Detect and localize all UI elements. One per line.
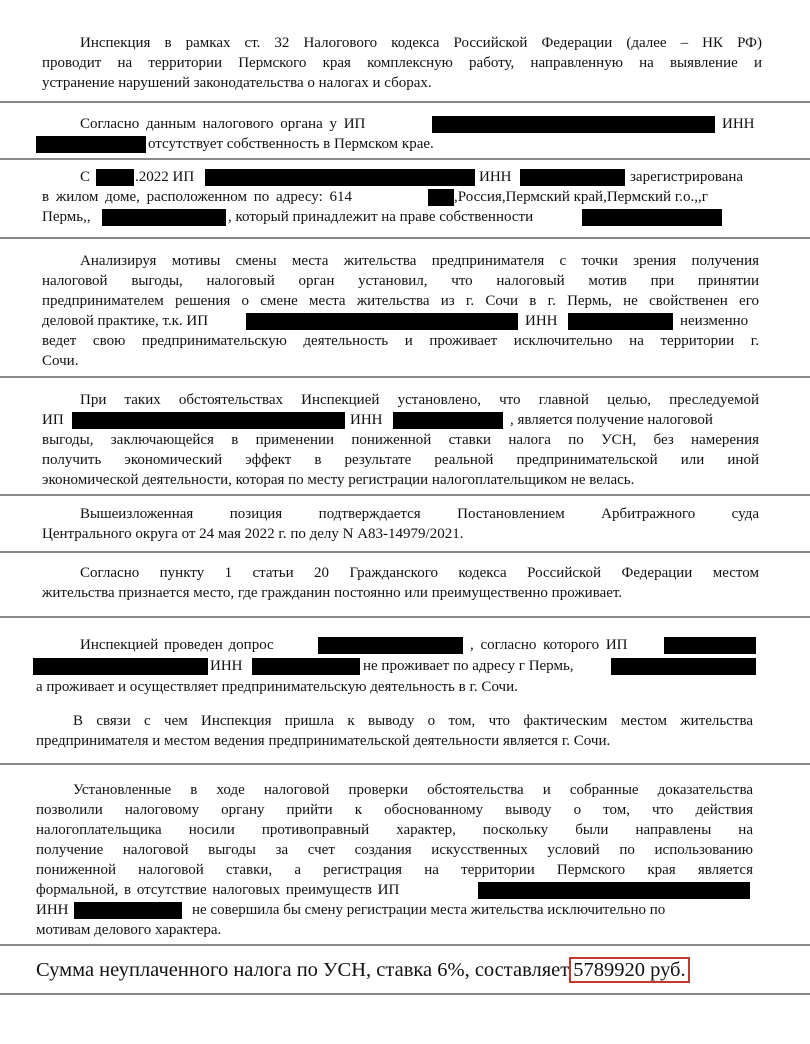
text-line: экономической деятельности, которая по месту регистрации налогоплательщиком не велась.: [42, 472, 635, 488]
divider: [0, 494, 810, 496]
text-line: устранение нарушений законодательства о налогах и сборах.: [42, 75, 432, 91]
divider: [0, 237, 810, 239]
divider: [0, 993, 810, 995]
redaction-block: [205, 169, 475, 186]
redaction-block: [36, 136, 146, 153]
redaction-block: [318, 637, 463, 654]
text-line: ИНН: [210, 658, 243, 674]
redaction-block: [393, 412, 503, 429]
text-line: пониженной налоговой ставки, а регистрация на территории Пермского края является: [36, 862, 753, 878]
text-line: предпринимателем решения о смене места жительства из г. Сочи в г. Пермь, не свойственен его: [42, 293, 759, 309]
redaction-block: [664, 637, 756, 654]
redaction-block: [96, 169, 134, 186]
text-line: формальной, в отсутствие налоговых преимуществ ИП: [36, 882, 400, 898]
text-line: неизменно: [680, 313, 749, 329]
text-line: В связи с чем Инспекция пришла к выводу о том, что фактическим местом жительства: [73, 713, 753, 729]
text-line: С: [80, 169, 91, 185]
text-line: в жилом доме, расположенном по адресу: 614: [42, 189, 353, 205]
text-line: Согласно данным налогового органа у ИП: [80, 116, 366, 132]
tax-summary-text: Сумма неуплаченного налога по УСН, ставка 6%, составляет: [36, 959, 570, 981]
redaction-block: [432, 116, 715, 133]
text-line: не совершила бы смену регистрации места жительства исключительно по: [192, 902, 666, 918]
redaction-block: [568, 313, 673, 330]
divider: [0, 101, 810, 103]
text-line: получение налоговой выгоды за счет создания искусственных условий по использованию: [36, 842, 753, 858]
divider: [0, 616, 810, 618]
text-line: выгоды, заключающейся в применении пониженной ставки налога по УСН, без намерения: [42, 432, 759, 448]
text-line: позволили налоговому органу прийти к обоснованному выводу о том, что действия: [36, 802, 753, 818]
text-line: Инспекцией проведен допрос: [80, 637, 274, 653]
text-line: ИНН: [479, 169, 512, 185]
divider: [0, 944, 810, 946]
text-line: ИНН: [525, 313, 558, 329]
text-line: Анализируя мотивы смены места жительства предпринимателя с точки зрения получения: [80, 253, 759, 269]
text-line: Центрального округа от 24 мая 2022 г. по делу N А83-14979/2021.: [42, 526, 464, 542]
tax-summary: [36, 957, 690, 983]
text-line: не проживает по адресу г Пермь,: [363, 658, 574, 674]
text-line: Сочи.: [42, 353, 79, 369]
text-line: ИНН: [350, 412, 383, 428]
divider: [0, 158, 810, 160]
text-line: ИНН: [722, 116, 755, 132]
text-line: налоговой выгоды, налоговый орган установил, что налоговый мотив при принятии: [42, 273, 759, 289]
divider: [0, 551, 810, 553]
divider: [0, 763, 810, 765]
text-line: мотивам делового характера.: [36, 922, 222, 938]
text-line: ИП: [42, 412, 64, 428]
text-line: зарегистрирована: [630, 169, 744, 185]
text-line: Вышеизложенная позиция подтверждается Постановлением Арбитражного суда: [80, 506, 759, 522]
text-line: .2022 ИП: [135, 169, 195, 185]
redaction-block: [478, 882, 750, 899]
redaction-block: [102, 209, 226, 226]
text-line: проводит на территории Пермского края комплексную работу, направленную на выявление и: [42, 55, 762, 71]
text-line: налогоплательщика носили противоправный характер, поскольку были направлены на: [36, 822, 753, 838]
tax-amount-highlight: 5789920 руб.: [569, 957, 689, 983]
text-line: жительства признается место, где гражданин постоянно или преимущественно проживает.: [42, 585, 623, 601]
text-line: Пермь,,: [42, 209, 91, 225]
text-line: Инспекция в рамках ст. 32 Налогового кодекса Российской Федерации (далее – НК РФ): [80, 35, 762, 51]
redaction-block: [611, 658, 756, 675]
text-line: , является получение налоговой: [510, 412, 713, 428]
text-line: деловой практике, т.к. ИП: [42, 313, 209, 329]
text-line: , который принадлежит на праве собственности: [228, 209, 534, 225]
redaction-block: [246, 313, 518, 330]
redaction-block: [74, 902, 182, 919]
text-line: При таких обстоятельствах Инспекцией установлено, что главной целью, преследуемой: [80, 392, 759, 408]
divider: [0, 376, 810, 378]
redaction-block: [72, 412, 345, 429]
text-line: получить экономический эффект в результате реальной предпринимательской или иной: [42, 452, 759, 468]
redaction-block: [33, 658, 208, 675]
text-line: Установленные в ходе налоговой проверки обстоятельства и собранные доказательства: [73, 782, 753, 798]
text-line: ИНН: [36, 902, 69, 918]
text-line: а проживает и осуществляет предпринимательскую деятельность в г. Сочи.: [36, 679, 518, 695]
text-line: ведет свою предпринимательскую деятельность и проживает исключительно на территории г.: [42, 333, 759, 349]
text-line: ,Россия,Пермский край,Пермский г.о.,,г: [454, 189, 708, 205]
redaction-block: [428, 189, 454, 206]
text-line: предпринимателя и местом ведения предпринимательской деятельности является г. Сочи.: [36, 733, 611, 749]
text-line: Согласно пункту 1 статьи 20 Гражданского кодекса Российской Федерации местом: [80, 565, 759, 581]
redaction-block: [520, 169, 625, 186]
redaction-block: [582, 209, 722, 226]
redaction-block: [252, 658, 360, 675]
text-line: отсутствует собственность в Пермском крае.: [148, 136, 434, 152]
text-line: , согласно которого ИП: [470, 637, 628, 653]
